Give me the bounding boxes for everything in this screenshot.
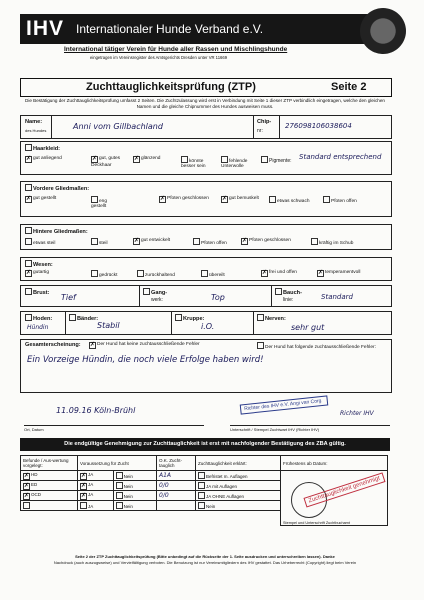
hoden-value[interactable]: Hündin bbox=[27, 324, 49, 331]
outcome-mit-auflagen: JA mit Auflagen bbox=[206, 484, 238, 489]
nein-label: Nein bbox=[123, 494, 133, 499]
baender-value[interactable]: Stabil bbox=[97, 321, 120, 330]
opt-frei: frei und offen bbox=[269, 270, 297, 275]
opt-gutes-deckhaar: gut, gutes Deckhaar bbox=[91, 156, 121, 168]
zba-table bbox=[20, 455, 388, 526]
opt-pfoten-geschl-checkbox[interactable]: ✗ bbox=[160, 196, 166, 202]
bauchlinie-value[interactable]: Standard bbox=[321, 293, 353, 301]
opt-eng-checkbox[interactable] bbox=[91, 196, 98, 203]
outcome-nein-checkbox[interactable] bbox=[198, 502, 205, 509]
col-voraussetzung: Voraussetzung für Zucht bbox=[78, 456, 157, 471]
opt-etwas-steil: etwas steil bbox=[33, 241, 56, 246]
opt-besser-checkbox[interactable] bbox=[181, 156, 188, 163]
opt-zurueck-checkbox[interactable] bbox=[137, 270, 144, 277]
outcome-ohne-auflagen: JA OHNE Auflagen bbox=[206, 494, 245, 499]
opt-gut-anliegend: gut anliegend bbox=[33, 156, 62, 161]
ed-checkbox[interactable]: ✗ bbox=[24, 482, 30, 489]
bauchlinie-sub: linie: bbox=[283, 297, 294, 303]
brust-checkbox[interactable] bbox=[25, 288, 32, 295]
befristet-checkbox[interactable] bbox=[198, 472, 205, 479]
signature-caption: Unterschrift / Stempel Zuchtwart IHV (Richter IHV) bbox=[230, 427, 320, 432]
form-title-bar bbox=[20, 78, 392, 97]
hd-checkbox[interactable]: ✗ bbox=[24, 472, 30, 479]
pigmente-label: Pigmente: bbox=[269, 158, 292, 164]
ja-label: JA bbox=[88, 471, 94, 477]
opt-unterwolle: fehlende Unterwolle bbox=[221, 159, 248, 169]
mit-auflagen-checkbox[interactable] bbox=[198, 482, 205, 489]
brust-row bbox=[20, 285, 392, 307]
footer bbox=[20, 554, 390, 566]
opt-glaenzend-checkbox[interactable]: ✗ bbox=[134, 156, 140, 162]
nein-label: Nein bbox=[123, 474, 133, 479]
chip-number-value[interactable]: 276098106038604 bbox=[285, 122, 352, 130]
hd-ok-value[interactable]: A1A bbox=[159, 472, 172, 479]
identity-row bbox=[20, 115, 392, 139]
place-date-caption: Ort, Datum bbox=[24, 427, 44, 432]
ocd-ja-checkbox[interactable]: ✗ bbox=[81, 492, 87, 499]
opt-gutartig-checkbox[interactable]: ✗ bbox=[26, 270, 32, 276]
opt-gedrueckt: gedrückt bbox=[99, 273, 118, 278]
opt-gut-anliegend-checkbox[interactable]: ✗ bbox=[26, 156, 32, 162]
opt-bemuskelt: gut bemuskelt bbox=[229, 196, 259, 201]
pigmente-checkbox[interactable] bbox=[261, 156, 268, 163]
opt-schwach-checkbox[interactable] bbox=[269, 196, 276, 203]
opt-gut-gestellt: gut gestellt bbox=[33, 196, 57, 201]
nein-label: Nein bbox=[123, 484, 133, 489]
kruppe-value[interactable]: i.O. bbox=[201, 322, 215, 331]
pigmente-value[interactable]: Standard entsprechend bbox=[299, 153, 382, 161]
opt-schub-checkbox[interactable] bbox=[311, 238, 318, 245]
col-erklaert: Zuchttauglichkeit erklärt: bbox=[196, 456, 281, 471]
opt-steil-checkbox[interactable] bbox=[91, 238, 98, 245]
ohne-auflagen-checkbox[interactable] bbox=[198, 492, 205, 499]
ja-label: JA bbox=[88, 504, 94, 509]
extra-ok-value[interactable] bbox=[157, 501, 196, 511]
opt-gedrueckt-checkbox[interactable] bbox=[91, 270, 98, 277]
opt-pfoten-geschl: Pfoten geschlossen bbox=[167, 196, 209, 201]
col-befunde: Befunde / Aus-wertung vorgelegt: bbox=[21, 456, 78, 471]
brust-value[interactable]: Tief bbox=[61, 293, 76, 302]
intro-text: Die Bestätigung der Zuchttauglichkeitsprüfung umfasst 2 Seiten. Die Zuchtzulassung wird erst in Verbindung mit Seite 1 dieser ZTP verbindlich eingetragen, welche den gleichen Namen und die gleiche Chipnummer des Hundes ausweisen muss. bbox=[25, 98, 385, 109]
opt-temperament-checkbox[interactable]: ✗ bbox=[318, 270, 324, 276]
gangwerk-sub: werk: bbox=[151, 297, 163, 303]
haarkleid-label: Haarkleid: bbox=[33, 146, 61, 152]
kruppe-label: Kruppe: bbox=[183, 316, 205, 322]
ed-nein-checkbox[interactable] bbox=[116, 482, 123, 489]
opt-uebereilt: übereilt bbox=[209, 273, 225, 278]
hintere-section bbox=[20, 224, 392, 250]
vordere-label: Vordere Gliedmaßen: bbox=[33, 186, 90, 192]
ed-ja-checkbox[interactable]: ✗ bbox=[81, 482, 87, 489]
dog-name-value[interactable]: Anni vom Gillbachland bbox=[73, 122, 163, 131]
ja-label: JA bbox=[88, 491, 94, 497]
tagline: International tätiger Verein für Hunde aller Rassen und Mischlingshunde bbox=[64, 46, 288, 53]
opt-frei-checkbox[interactable]: ✗ bbox=[262, 270, 268, 276]
gesamt-label: Gesamterscheinung: bbox=[25, 342, 81, 348]
extra-nein-checkbox[interactable] bbox=[116, 502, 123, 509]
header-banner bbox=[20, 14, 392, 44]
hoden-checkbox[interactable] bbox=[25, 314, 32, 321]
opt-pfoten-offen: Pfoten offen bbox=[331, 199, 357, 204]
name-label: Name: bbox=[25, 119, 43, 125]
nerven-checkbox[interactable] bbox=[257, 314, 264, 321]
opt-entwickelt-checkbox[interactable]: ✗ bbox=[134, 238, 140, 244]
opt-h-pfoten-offen-checkbox[interactable] bbox=[193, 238, 200, 245]
opt-h-pfoten-offen: Pfoten offen bbox=[201, 241, 227, 246]
opt-glaenzend: glänzend bbox=[141, 156, 161, 161]
brust-label: Brust: bbox=[33, 290, 50, 296]
ed-ok-value[interactable]: 0/0 bbox=[159, 482, 169, 489]
zba-caption: Stempel und Unterschrift Zuchtbuchamt bbox=[283, 520, 350, 525]
zba-notice: Die endgültige Genehmigung zur Zuchttauglichkeit ist erst mit nachfolgender Bestätigung des ZBA gültig. bbox=[20, 438, 390, 451]
hoden-row bbox=[20, 311, 392, 335]
table-row bbox=[21, 471, 388, 481]
baender-label: Bänder: bbox=[77, 316, 99, 322]
registry-line: eingetragen im Vereinsregister des Amtsgerichts Dresden unter VR 11669 bbox=[90, 55, 228, 60]
bauchlinie-label: Bauch- bbox=[283, 290, 302, 296]
gangwerk-label: Gang- bbox=[151, 290, 168, 296]
opt-uebereilt-checkbox[interactable] bbox=[201, 270, 208, 277]
ja-label: JA bbox=[88, 481, 94, 487]
outcome-befristet: Befristet m. Auflagen bbox=[206, 474, 248, 479]
opt-entwickelt: gut entwickelt bbox=[141, 238, 171, 243]
form-title: Zuchttauglichkeitsprüfung (ZTP) bbox=[86, 81, 256, 93]
zba-approval-stamp: Zuchttauglichkeit genehmigt bbox=[303, 472, 385, 507]
opt-bemuskelt-checkbox[interactable]: ✗ bbox=[222, 196, 228, 202]
page-label: Seite 2 bbox=[331, 81, 367, 93]
footer-line-2: Nachdruck (auch auszugsweise) und Vervielfältigung verboten. Die Benutzung ist nur Vereinsmitgliedern des IHV gestattet. Das Urheberrecht (Copyright) liegt beim Verein bbox=[53, 560, 357, 565]
col-ok: O.K. Zucht-tauglich bbox=[157, 456, 196, 471]
test-ocd: OCD bbox=[31, 491, 41, 497]
fehler-checkbox[interactable] bbox=[257, 342, 264, 349]
haarkleid-checkbox[interactable] bbox=[25, 144, 32, 151]
chip-label: Chip- bbox=[257, 119, 272, 125]
org-name: Internationaler Hunde Verband e.V. bbox=[76, 22, 264, 36]
hintere-label: Hintere Gliedmaßen: bbox=[33, 229, 88, 235]
gangwerk-value[interactable]: Top bbox=[211, 293, 225, 302]
gesamt-remark[interactable]: Ein Vorzeige Hündin, die noch viele Erfolge haben wird! bbox=[27, 355, 264, 365]
hintere-checkbox[interactable] bbox=[25, 227, 32, 234]
judge-signature: Richter IHV bbox=[340, 410, 374, 417]
opt-schub: kräftig im Schub bbox=[319, 241, 354, 246]
wesen-checkbox[interactable] bbox=[25, 260, 32, 267]
outcome-nein: Nein bbox=[206, 504, 216, 509]
footer-line-1: Seite 2 der ZTP Zuchttauglichkeitsprüfung (Bitte unbedingt auf die Rückseite der 1. Seite ausdrucken und unterschreiben lassen). Danke bbox=[75, 554, 335, 559]
opt-h-pfoten-geschl-checkbox[interactable]: ✗ bbox=[242, 238, 248, 244]
hd-ja-checkbox[interactable]: ✗ bbox=[81, 472, 87, 479]
chip-sub: nr: bbox=[257, 128, 263, 134]
vordere-section bbox=[20, 181, 392, 217]
ocd-nein-checkbox[interactable] bbox=[116, 492, 123, 499]
kruppe-checkbox[interactable] bbox=[175, 314, 182, 321]
test-hd: HD bbox=[31, 471, 38, 477]
col-datum: Frühestens ab Datum: bbox=[281, 456, 388, 471]
nerven-label: Nerven: bbox=[265, 316, 286, 322]
opt-zurueck: zurückhaltend bbox=[145, 273, 175, 278]
opt-gutartig: gutartig bbox=[33, 270, 49, 275]
gangwerk-checkbox[interactable] bbox=[143, 288, 150, 295]
opt-steil: steil bbox=[99, 241, 108, 246]
opt-eng: eng gestellt bbox=[91, 199, 108, 209]
opt-etwas-steil-checkbox[interactable] bbox=[25, 238, 32, 245]
haarkleid-section bbox=[20, 141, 392, 175]
extra-checkbox[interactable] bbox=[23, 502, 30, 509]
judge-stamp: Richter des IHV e.V. Angi van Corg bbox=[240, 395, 329, 414]
gesamt-section bbox=[20, 339, 392, 393]
keine-fehler-label: Der Hund hat keine zuchtausschließende Fehler bbox=[97, 342, 200, 347]
opt-gutes-deckhaar-checkbox[interactable]: ✗ bbox=[92, 156, 98, 162]
opt-h-pfoten-geschl: Pfoten geschlossen bbox=[249, 238, 291, 243]
nerven-value[interactable]: sehr gut bbox=[291, 323, 325, 332]
ocd-ok-value[interactable]: 0/0 bbox=[159, 492, 169, 499]
hoden-label: Hoden: bbox=[33, 316, 53, 322]
extra-ja-checkbox[interactable] bbox=[80, 502, 87, 509]
ihv-logo-text: IHV bbox=[26, 17, 65, 40]
opt-gut-gestellt-checkbox[interactable]: ✗ bbox=[26, 196, 32, 202]
opt-temperament: temperamentvoll bbox=[325, 270, 361, 275]
bauchlinie-checkbox[interactable] bbox=[275, 288, 282, 295]
name-sub: des Hundes bbox=[25, 128, 47, 133]
baender-checkbox[interactable] bbox=[69, 314, 76, 321]
place-date-value[interactable]: 11.09.16 Köln-Brühl bbox=[56, 406, 136, 415]
test-ed: ED bbox=[31, 481, 38, 487]
keine-fehler-checkbox[interactable]: ✗ bbox=[90, 342, 96, 348]
opt-besser: könnte besser sein bbox=[181, 159, 206, 169]
opt-schwach: etwas schwach bbox=[277, 199, 310, 204]
opt-unterwolle-checkbox[interactable] bbox=[221, 156, 228, 163]
vordere-checkbox[interactable] bbox=[25, 184, 32, 191]
hd-nein-checkbox[interactable] bbox=[116, 472, 123, 479]
ocd-checkbox[interactable]: ✗ bbox=[24, 492, 30, 499]
wesen-label: Wesen: bbox=[33, 262, 53, 268]
wesen-section bbox=[20, 257, 392, 281]
association-seal-icon bbox=[360, 8, 406, 54]
nein-label: Nein bbox=[123, 504, 133, 509]
opt-pfoten-offen-checkbox[interactable] bbox=[323, 196, 330, 203]
fehler-label: Der Hund hat folgende zuchtausschließende Fehler: bbox=[265, 345, 376, 350]
